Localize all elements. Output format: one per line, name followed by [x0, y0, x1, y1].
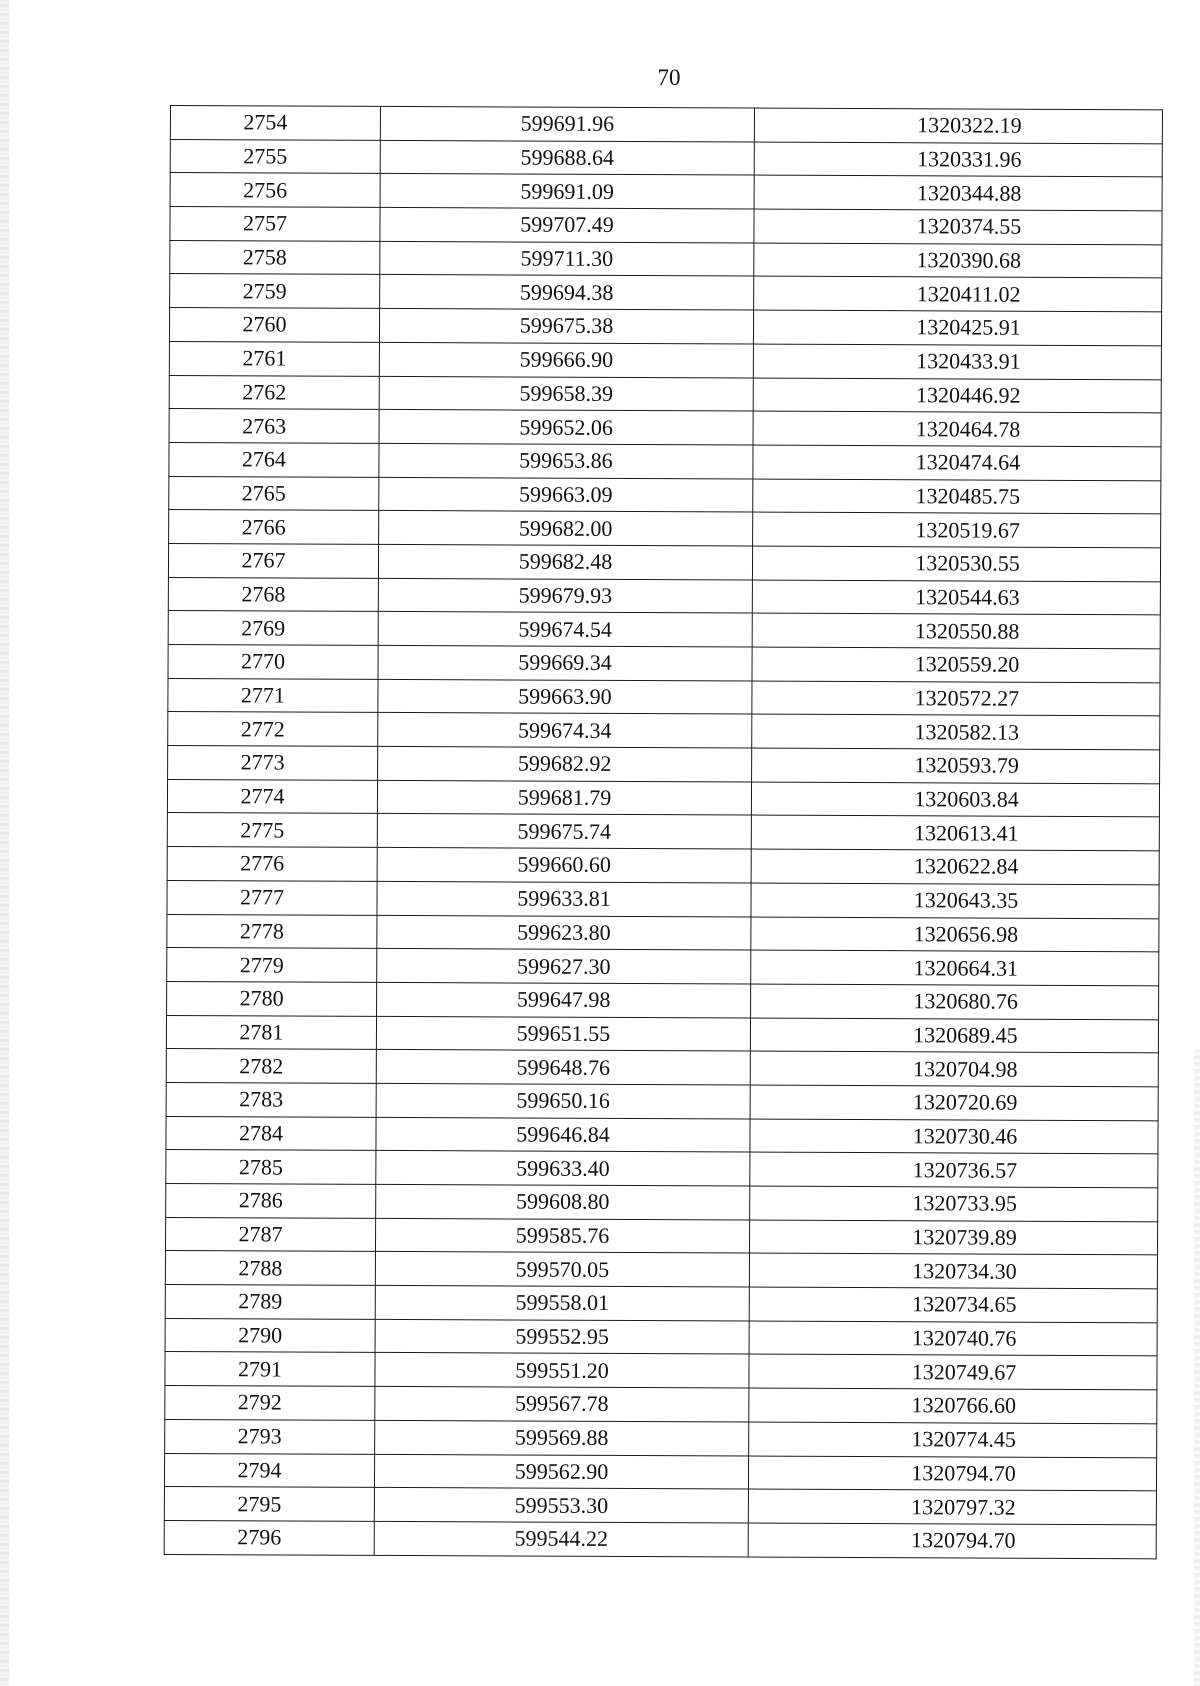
y-coordinate-cell: 1320740.76 [749, 1321, 1157, 1356]
x-coordinate-cell: 599674.34 [378, 713, 752, 748]
table-row [168, 746, 1160, 784]
coordinates-table-container [164, 105, 1162, 1559]
y-coordinate-cell: 1320766.60 [749, 1388, 1157, 1423]
table-row [166, 1183, 1158, 1221]
x-coordinate-cell: 599558.01 [375, 1285, 749, 1320]
y-coordinate-cell: 1320603.84 [751, 782, 1159, 817]
y-coordinate-cell: 1320344.88 [754, 175, 1162, 210]
x-coordinate-cell: 599623.80 [377, 915, 751, 950]
point-number-cell: 2793 [165, 1419, 375, 1454]
table-row [164, 1453, 1156, 1491]
table-row [166, 1049, 1158, 1087]
point-number-cell: 2756 [170, 173, 380, 208]
x-coordinate-cell: 599663.09 [379, 477, 753, 512]
y-coordinate-cell: 1320794.70 [748, 1456, 1156, 1491]
scan-edge-right [1194, 1050, 1200, 1686]
x-coordinate-cell: 599608.80 [376, 1184, 750, 1219]
x-coordinate-cell: 599652.06 [379, 410, 753, 445]
point-number-cell: 2769 [168, 611, 378, 646]
point-number-cell: 2779 [167, 948, 377, 983]
table-row [167, 779, 1159, 817]
point-number-cell: 2782 [166, 1049, 376, 1084]
x-coordinate-cell: 599681.79 [377, 780, 751, 815]
point-number-cell: 2766 [169, 510, 379, 545]
y-coordinate-cell: 1320433.91 [753, 344, 1161, 379]
x-coordinate-cell: 599647.98 [377, 982, 751, 1017]
x-coordinate-cell: 599682.48 [378, 544, 752, 579]
table-row [165, 1419, 1157, 1457]
table-row [170, 274, 1162, 312]
y-coordinate-cell: 1320749.67 [749, 1354, 1157, 1389]
x-coordinate-cell: 599675.38 [379, 309, 753, 344]
point-number-cell: 2764 [169, 442, 379, 477]
x-coordinate-cell: 599663.90 [378, 679, 752, 714]
table-row [170, 240, 1162, 278]
point-number-cell: 2771 [168, 678, 378, 713]
x-coordinate-cell: 599675.74 [377, 814, 751, 849]
y-coordinate-cell: 1320572.27 [752, 681, 1160, 716]
table-row [167, 914, 1159, 952]
x-coordinate-cell: 599666.90 [379, 342, 753, 377]
point-number-cell: 2781 [166, 1015, 376, 1050]
x-coordinate-cell: 599585.76 [375, 1218, 749, 1253]
x-coordinate-cell: 599674.54 [378, 612, 752, 647]
table-row [164, 1520, 1156, 1558]
y-coordinate-cell: 1320643.35 [751, 883, 1159, 918]
table-row [165, 1251, 1157, 1289]
point-number-cell: 2796 [164, 1520, 374, 1555]
x-coordinate-cell: 599651.55 [376, 1016, 750, 1051]
point-number-cell: 2759 [170, 274, 380, 309]
point-number-cell: 2770 [168, 644, 378, 679]
table-row [168, 644, 1160, 682]
y-coordinate-cell: 1320734.30 [749, 1253, 1157, 1288]
y-coordinate-cell: 1320613.41 [751, 815, 1159, 850]
point-number-cell: 2765 [169, 476, 379, 511]
table-row [164, 1487, 1156, 1525]
point-number-cell: 2778 [167, 914, 377, 949]
y-coordinate-cell: 1320374.55 [754, 209, 1162, 244]
table-row [165, 1352, 1157, 1390]
point-number-cell: 2768 [168, 577, 378, 612]
table-row [170, 173, 1162, 211]
point-number-cell: 2785 [166, 1150, 376, 1185]
x-coordinate-cell: 599660.60 [377, 848, 751, 883]
y-coordinate-cell: 1320720.69 [750, 1085, 1158, 1120]
table-row [169, 442, 1161, 480]
table-row [166, 1150, 1158, 1188]
x-coordinate-cell: 599694.38 [380, 275, 754, 310]
x-coordinate-cell: 599633.81 [377, 881, 751, 916]
table-row [167, 981, 1159, 1019]
table-row [165, 1318, 1157, 1356]
point-number-cell: 2784 [166, 1116, 376, 1151]
table-row [168, 712, 1160, 750]
point-number-cell: 2780 [167, 981, 377, 1016]
y-coordinate-cell: 1320704.98 [750, 1051, 1158, 1086]
table-row [166, 1217, 1158, 1255]
y-coordinate-cell: 1320730.46 [750, 1119, 1158, 1154]
y-coordinate-cell: 1320559.20 [752, 647, 1160, 682]
point-number-cell: 2767 [168, 543, 378, 578]
x-coordinate-cell: 599679.93 [378, 578, 752, 613]
y-coordinate-cell: 1320530.55 [752, 546, 1160, 581]
y-coordinate-cell: 1320689.45 [750, 1018, 1158, 1053]
y-coordinate-cell: 1320774.45 [749, 1422, 1157, 1457]
y-coordinate-cell: 1320550.88 [752, 613, 1160, 648]
table-row [166, 1116, 1158, 1154]
table-row [168, 611, 1160, 649]
point-number-cell: 2772 [168, 712, 378, 747]
y-coordinate-cell: 1320390.68 [754, 243, 1162, 278]
table-row [167, 948, 1159, 986]
table-row [168, 577, 1160, 615]
table-row [169, 510, 1161, 548]
table-row [167, 847, 1159, 885]
scan-edge-left [0, 0, 9, 1686]
point-number-cell: 2777 [167, 880, 377, 915]
table-row [170, 139, 1162, 177]
x-coordinate-cell: 599570.05 [375, 1252, 749, 1287]
point-number-cell: 2761 [169, 341, 379, 376]
table-row [166, 1015, 1158, 1053]
y-coordinate-cell: 1320425.91 [753, 310, 1161, 345]
table-row [170, 207, 1162, 245]
x-coordinate-cell: 599553.30 [374, 1488, 748, 1523]
x-coordinate-cell: 599648.76 [376, 1050, 750, 1085]
y-coordinate-cell: 1320736.57 [750, 1152, 1158, 1187]
y-coordinate-cell: 1320680.76 [751, 984, 1159, 1019]
point-number-cell: 2786 [166, 1183, 376, 1218]
coordinates-table-body [164, 106, 1162, 1559]
point-number-cell: 2754 [170, 106, 380, 141]
point-number-cell: 2760 [169, 308, 379, 343]
x-coordinate-cell: 599544.22 [374, 1521, 748, 1556]
x-coordinate-cell: 599691.09 [380, 174, 754, 209]
x-coordinate-cell: 599711.30 [380, 241, 754, 276]
x-coordinate-cell: 599707.49 [380, 207, 754, 242]
y-coordinate-cell: 1320485.75 [753, 479, 1161, 514]
y-coordinate-cell: 1320797.32 [748, 1489, 1156, 1524]
y-coordinate-cell: 1320446.92 [753, 378, 1161, 413]
x-coordinate-cell: 599658.39 [379, 376, 753, 411]
table-row [169, 375, 1161, 413]
y-coordinate-cell: 1320734.65 [749, 1287, 1157, 1322]
point-number-cell: 2792 [165, 1386, 375, 1421]
y-coordinate-cell: 1320656.98 [751, 917, 1159, 952]
x-coordinate-cell: 599552.95 [375, 1319, 749, 1354]
y-coordinate-cell: 1320622.84 [751, 849, 1159, 884]
point-number-cell: 2774 [167, 779, 377, 814]
point-number-cell: 2783 [166, 1082, 376, 1117]
point-number-cell: 2758 [170, 240, 380, 275]
table-row [165, 1285, 1157, 1323]
y-coordinate-cell: 1320331.96 [754, 142, 1162, 177]
table-row [167, 813, 1159, 851]
table-row [169, 308, 1161, 346]
x-coordinate-cell: 599569.88 [375, 1420, 749, 1455]
table-row [168, 543, 1160, 581]
table-row [169, 341, 1161, 379]
point-number-cell: 2763 [169, 409, 379, 444]
point-number-cell: 2789 [165, 1285, 375, 1320]
point-number-cell: 2775 [167, 813, 377, 848]
table-row [167, 880, 1159, 918]
y-coordinate-cell: 1320464.78 [753, 411, 1161, 446]
table-row [169, 409, 1161, 447]
point-number-cell: 2773 [168, 746, 378, 781]
point-number-cell: 2762 [169, 375, 379, 410]
x-coordinate-cell: 599650.16 [376, 1083, 750, 1118]
x-coordinate-cell: 599646.84 [376, 1117, 750, 1152]
x-coordinate-cell: 599633.40 [376, 1151, 750, 1186]
x-coordinate-cell: 599669.34 [378, 645, 752, 680]
table-row [170, 106, 1162, 144]
table-row [169, 476, 1161, 514]
x-coordinate-cell: 599688.64 [380, 140, 754, 175]
table-row [165, 1386, 1157, 1424]
y-coordinate-cell: 1320664.31 [751, 950, 1159, 985]
y-coordinate-cell: 1320582.13 [752, 714, 1160, 749]
y-coordinate-cell: 1320519.67 [753, 512, 1161, 547]
x-coordinate-cell: 599627.30 [377, 949, 751, 984]
point-number-cell: 2787 [166, 1217, 376, 1252]
point-number-cell: 2794 [164, 1453, 374, 1488]
point-number-cell: 2755 [170, 139, 380, 174]
x-coordinate-cell: 599562.90 [374, 1454, 748, 1489]
point-number-cell: 2795 [164, 1487, 374, 1522]
page-number: 70 [657, 65, 681, 90]
point-number-cell: 2757 [170, 207, 380, 242]
y-coordinate-cell: 1320733.95 [750, 1186, 1158, 1221]
point-number-cell: 2790 [165, 1318, 375, 1353]
y-coordinate-cell: 1320474.64 [753, 445, 1161, 480]
x-coordinate-cell: 599653.86 [379, 443, 753, 478]
y-coordinate-cell: 1320794.70 [748, 1523, 1156, 1558]
y-coordinate-cell: 1320739.89 [749, 1220, 1157, 1255]
y-coordinate-cell: 1320322.19 [754, 108, 1162, 143]
table-row [168, 678, 1160, 716]
table-row [166, 1082, 1158, 1120]
x-coordinate-cell: 599567.78 [375, 1387, 749, 1422]
x-coordinate-cell: 599691.96 [380, 106, 754, 141]
x-coordinate-cell: 599682.92 [378, 746, 752, 781]
point-number-cell: 2788 [165, 1251, 375, 1286]
point-number-cell: 2776 [167, 847, 377, 882]
x-coordinate-cell: 599551.20 [375, 1353, 749, 1388]
y-coordinate-cell: 1320593.79 [752, 748, 1160, 783]
y-coordinate-cell: 1320411.02 [754, 276, 1162, 311]
x-coordinate-cell: 599682.00 [379, 511, 753, 546]
point-number-cell: 2791 [165, 1352, 375, 1387]
coordinates-table [164, 105, 1163, 1559]
y-coordinate-cell: 1320544.63 [752, 580, 1160, 615]
